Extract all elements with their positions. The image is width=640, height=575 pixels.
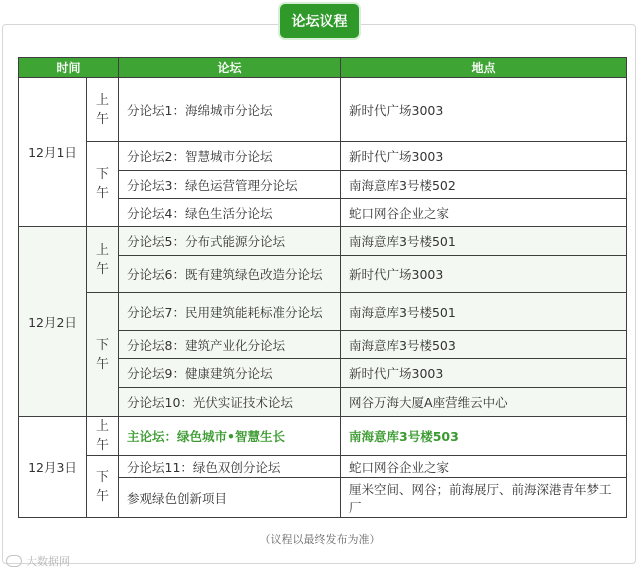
forum-cell: 分论坛8：建筑产业化分论坛: [119, 331, 341, 359]
location-cell: 南海意库3号楼502: [341, 171, 627, 199]
period-label: 上 午: [87, 78, 119, 142]
forum-cell: 主论坛：绿色城市•智慧生长: [119, 417, 341, 456]
table-header-row: [19, 58, 627, 78]
location-cell: 网谷万海大厦A座营维云中心: [341, 388, 627, 417]
table-row: [19, 456, 627, 478]
period-label: 下 午: [87, 293, 119, 417]
watermark-text: 大数据网: [26, 555, 70, 568]
footnote: （议程以最终发布为准）: [259, 533, 381, 546]
location-cell: 厘米空间、网谷；前海展厅、前海深港青年梦工厂: [341, 478, 627, 518]
header-location: 地点: [341, 58, 627, 78]
table-row: [19, 227, 627, 256]
forum-cell: 分论坛11：绿色双创分论坛: [119, 456, 341, 478]
location-cell: 新时代广场3003: [341, 359, 627, 388]
header-time: 时间: [19, 58, 119, 78]
header-forum: 论坛: [119, 58, 341, 78]
location-cell: 新时代广场3003: [341, 142, 627, 171]
period-label: 下 午: [87, 456, 119, 518]
day-date: 12月3日: [19, 417, 87, 518]
forum-cell: 分论坛10：光伏实证技术论坛: [119, 388, 341, 417]
table-row: [19, 142, 627, 171]
agenda-table: [18, 57, 627, 518]
watermark: [6, 553, 70, 569]
location-cell: 蛇口网谷企业之家: [341, 199, 627, 227]
period-label: 下 午: [87, 142, 119, 227]
forum-cell: 分论坛4：绿色生活分论坛: [119, 199, 341, 227]
forum-cell: 分论坛1：海绵城市分论坛: [119, 78, 341, 142]
forum-cell: 分论坛3：绿色运营管理分论坛: [119, 171, 341, 199]
page-title: 论坛议程: [280, 4, 359, 38]
forum-cell: 分论坛9：健康建筑分论坛: [119, 359, 341, 388]
forum-cell: 分论坛5：分布式能源分论坛: [119, 227, 341, 256]
forum-cell: 分论坛6：既有建筑绿色改造分论坛: [119, 256, 341, 293]
location-cell: 新时代广场3003: [341, 256, 627, 293]
agenda-body: [19, 78, 627, 518]
forum-cell: 分论坛7：民用建筑能耗标准分论坛: [119, 293, 341, 331]
location-cell: 南海意库3号楼503: [341, 331, 627, 359]
period-label: 上 午: [87, 227, 119, 293]
location-cell: 蛇口网谷企业之家: [341, 456, 627, 478]
location-cell: 南海意库3号楼503: [341, 417, 627, 456]
table-row: [19, 417, 627, 456]
forum-cell: 参观绿色创新项目: [119, 478, 341, 518]
location-cell: 南海意库3号楼501: [341, 293, 627, 331]
table-row: [19, 78, 627, 142]
watermark-logo-icon: [6, 555, 22, 567]
location-cell: 南海意库3号楼501: [341, 227, 627, 256]
period-label: 上 午: [87, 417, 119, 456]
location-cell: 新时代广场3003: [341, 78, 627, 142]
table-row: [19, 293, 627, 331]
day-date: 12月1日: [19, 78, 87, 227]
forum-cell: 分论坛2：智慧城市分论坛: [119, 142, 341, 171]
day-date: 12月2日: [19, 227, 87, 417]
